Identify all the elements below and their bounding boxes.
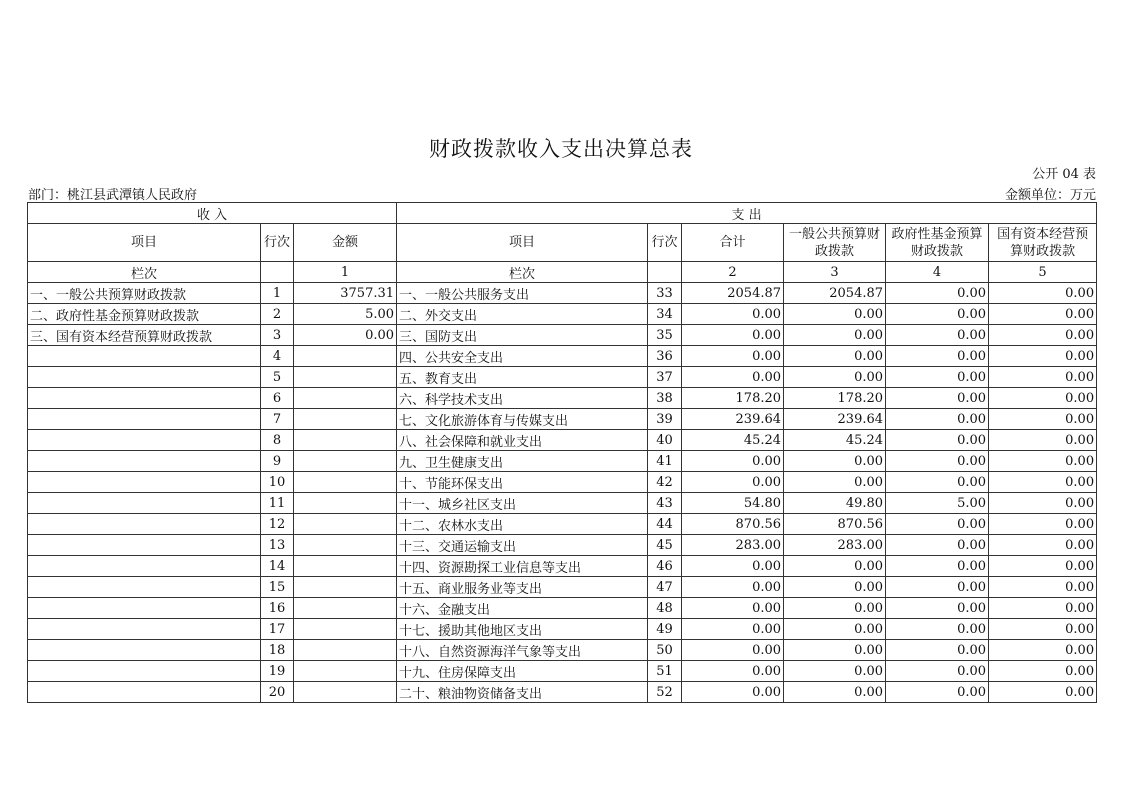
income-amount-cell (294, 451, 397, 472)
state-capital-cell: 0.00 (989, 598, 1097, 619)
table-row (28, 346, 1097, 367)
income-item-cell (28, 472, 261, 493)
income-amount-cell (294, 598, 397, 619)
income-row-no-cell: 11 (261, 493, 294, 514)
expense-item-header: 项目 (397, 224, 648, 262)
col-number-2: 2 (682, 262, 784, 283)
income-item-cell: 三、国有资本经营预算财政拨款 (28, 325, 261, 346)
income-row-no-cell: 16 (261, 598, 294, 619)
total-cell: 0.00 (682, 682, 784, 703)
expense-item-cell: 四、公共安全支出 (397, 346, 648, 367)
appropriation-summary-table (27, 202, 1097, 703)
table-row (28, 514, 1097, 535)
table-row (28, 661, 1097, 682)
income-item-cell (28, 598, 261, 619)
expense-row-no-cell: 46 (648, 556, 682, 577)
state-capital-cell: 0.00 (989, 367, 1097, 388)
fund-budget-cell: 0.00 (886, 535, 989, 556)
total-cell: 0.00 (682, 640, 784, 661)
income-amount-cell: 0.00 (294, 325, 397, 346)
state-capital-cell: 0.00 (989, 661, 1097, 682)
income-row-no-cell: 9 (261, 451, 294, 472)
income-row-no-cell: 14 (261, 556, 294, 577)
income-item-cell (28, 346, 261, 367)
department-label: 部门：桃江县武潭镇人民政府 (28, 188, 198, 203)
income-amount-cell (294, 661, 397, 682)
income-amount-cell: 5.00 (294, 304, 397, 325)
total-cell: 178.20 (682, 388, 784, 409)
amount-unit-label: 金额单位：万元 (1004, 188, 1096, 203)
state-capital-cell: 0.00 (989, 346, 1097, 367)
expense-item-cell: 十一、城乡社区支出 (397, 493, 648, 514)
general-budget-cell: 178.20 (784, 388, 886, 409)
expense-item-cell: 十四、资源勘探工业信息等支出 (397, 556, 648, 577)
income-item-cell (28, 367, 261, 388)
table-row (28, 598, 1097, 619)
income-item-cell (28, 661, 261, 682)
income-item-cell (28, 682, 261, 703)
general-budget-cell: 0.00 (784, 325, 886, 346)
expense-item-cell: 十七、援助其他地区支出 (397, 619, 648, 640)
general-budget-cell: 0.00 (784, 451, 886, 472)
expense-row-no-cell: 48 (648, 598, 682, 619)
expense-item-cell: 十三、交通运输支出 (397, 535, 648, 556)
total-cell: 0.00 (682, 619, 784, 640)
expense-item-cell: 十六、金融支出 (397, 598, 648, 619)
expense-row-no-cell: 52 (648, 682, 682, 703)
general-budget-cell: 0.00 (784, 472, 886, 493)
fund-budget-cell: 0.00 (886, 640, 989, 661)
table-row (28, 640, 1097, 661)
income-amount-cell (294, 388, 397, 409)
table-row (28, 367, 1097, 388)
col-number-5: 5 (989, 262, 1097, 283)
state-capital-cell: 0.00 (989, 304, 1097, 325)
fund-budget-cell: 0.00 (886, 472, 989, 493)
expense-item-cell: 十八、自然资源海洋气象等支出 (397, 640, 648, 661)
expense-row-no-cell: 37 (648, 367, 682, 388)
general-budget-cell: 49.80 (784, 493, 886, 514)
total-cell: 0.00 (682, 451, 784, 472)
general-budget-cell: 239.64 (784, 409, 886, 430)
income-amount-header: 金额 (294, 224, 397, 262)
fund-budget-cell: 0.00 (886, 619, 989, 640)
expense-row-no-cell: 49 (648, 619, 682, 640)
fund-budget-cell: 0.00 (886, 556, 989, 577)
table-row (28, 451, 1097, 472)
table-row (28, 619, 1097, 640)
income-amount-cell (294, 472, 397, 493)
expense-row-no-cell: 41 (648, 451, 682, 472)
income-amount-cell (294, 535, 397, 556)
fund-budget-cell: 0.00 (886, 598, 989, 619)
income-row-no-cell: 13 (261, 535, 294, 556)
fund-budget-cell: 0.00 (886, 283, 989, 304)
general-budget-cell: 0.00 (784, 640, 886, 661)
state-capital-cell: 0.00 (989, 493, 1097, 514)
income-amount-cell (294, 493, 397, 514)
expense-item-cell: 十五、商业服务业等支出 (397, 577, 648, 598)
income-row-no-cell: 17 (261, 619, 294, 640)
income-row-no-cell: 19 (261, 661, 294, 682)
fund-budget-cell: 5.00 (886, 493, 989, 514)
state-capital-cell: 0.00 (989, 556, 1097, 577)
col-number-4: 4 (886, 262, 989, 283)
total-header: 合计 (682, 224, 784, 262)
empty-cell (648, 262, 682, 283)
fund-budget-cell: 0.00 (886, 682, 989, 703)
table-row (28, 535, 1097, 556)
income-item-cell (28, 493, 261, 514)
expense-row-no-cell: 39 (648, 409, 682, 430)
table-row (28, 283, 1097, 304)
income-row-no-cell: 3 (261, 325, 294, 346)
income-row-no-header: 行次 (261, 224, 294, 262)
expense-item-cell: 六、科学技术支出 (397, 388, 648, 409)
income-amount-cell (294, 346, 397, 367)
income-item-cell (28, 409, 261, 430)
income-item-cell (28, 514, 261, 535)
expense-item-cell: 二十、粮油物资储备支出 (397, 682, 648, 703)
general-budget-cell: 0.00 (784, 556, 886, 577)
expense-row-no-cell: 51 (648, 661, 682, 682)
income-amount-cell (294, 619, 397, 640)
income-amount-cell (294, 577, 397, 598)
state-capital-cell: 0.00 (989, 451, 1097, 472)
income-item-cell (28, 535, 261, 556)
state-capital-header: 国有资本经营预算财政拨款 (989, 224, 1097, 262)
income-item-cell: 一、一般公共预算财政拨款 (28, 283, 261, 304)
general-budget-cell: 0.00 (784, 619, 886, 640)
expense-item-cell: 三、国防支出 (397, 325, 648, 346)
table-row (28, 409, 1097, 430)
total-cell: 0.00 (682, 577, 784, 598)
total-cell: 0.00 (682, 661, 784, 682)
income-amount-cell (294, 682, 397, 703)
income-item-cell (28, 640, 261, 661)
expense-item-cell: 七、文化旅游体育与传媒支出 (397, 409, 648, 430)
header-row-column-numbers (28, 262, 1097, 283)
table-row (28, 493, 1097, 514)
expense-row-no-cell: 36 (648, 346, 682, 367)
income-row-no-cell: 4 (261, 346, 294, 367)
fund-budget-cell: 0.00 (886, 451, 989, 472)
income-amount-cell (294, 640, 397, 661)
expense-row-no-cell: 35 (648, 325, 682, 346)
general-budget-cell: 0.00 (784, 577, 886, 598)
fund-budget-cell: 0.00 (886, 514, 989, 535)
expense-row-no-cell: 42 (648, 472, 682, 493)
income-row-no-cell: 12 (261, 514, 294, 535)
income-item-cell (28, 388, 261, 409)
table-row (28, 388, 1097, 409)
general-budget-cell: 0.00 (784, 367, 886, 388)
total-cell: 0.00 (682, 346, 784, 367)
income-row-no-cell: 15 (261, 577, 294, 598)
expense-item-cell: 五、教育支出 (397, 367, 648, 388)
general-budget-cell: 0.00 (784, 304, 886, 325)
expense-section-header: 支 出 (397, 203, 1097, 224)
total-cell: 0.00 (682, 304, 784, 325)
expense-item-cell: 十九、住房保障支出 (397, 661, 648, 682)
expense-row-no-cell: 34 (648, 304, 682, 325)
income-item-cell (28, 451, 261, 472)
state-capital-cell: 0.00 (989, 472, 1097, 493)
table-row (28, 325, 1097, 346)
fund-budget-cell: 0.00 (886, 325, 989, 346)
fund-budget-header: 政府性基金预算财政拨款 (886, 224, 989, 262)
total-cell: 0.00 (682, 367, 784, 388)
state-capital-cell: 0.00 (989, 409, 1097, 430)
general-budget-cell: 0.00 (784, 682, 886, 703)
income-row-no-cell: 8 (261, 430, 294, 451)
fund-budget-cell: 0.00 (886, 577, 989, 598)
total-cell: 0.00 (682, 556, 784, 577)
general-budget-cell: 0.00 (784, 661, 886, 682)
general-budget-cell: 283.00 (784, 535, 886, 556)
expense-item-cell: 二、外交支出 (397, 304, 648, 325)
state-capital-cell: 0.00 (989, 388, 1097, 409)
expense-row-no-cell: 50 (648, 640, 682, 661)
income-item-cell (28, 430, 261, 451)
state-capital-cell: 0.00 (989, 514, 1097, 535)
total-cell: 239.64 (682, 409, 784, 430)
expense-row-no-cell: 45 (648, 535, 682, 556)
fund-budget-cell: 0.00 (886, 304, 989, 325)
col-number-1: 1 (294, 262, 397, 283)
expense-row-no-cell: 43 (648, 493, 682, 514)
general-budget-header: 一般公共预算财政拨款 (784, 224, 886, 262)
income-col-label: 栏次 (28, 262, 261, 283)
income-row-no-cell: 18 (261, 640, 294, 661)
expense-item-cell: 九、卫生健康支出 (397, 451, 648, 472)
table-row (28, 430, 1097, 451)
income-amount-cell (294, 367, 397, 388)
state-capital-cell: 0.00 (989, 283, 1097, 304)
expense-row-no-cell: 47 (648, 577, 682, 598)
general-budget-cell: 45.24 (784, 430, 886, 451)
table-row (28, 472, 1097, 493)
state-capital-cell: 0.00 (989, 640, 1097, 661)
income-amount-cell (294, 430, 397, 451)
general-budget-cell: 0.00 (784, 598, 886, 619)
income-item-cell (28, 619, 261, 640)
income-amount-cell (294, 514, 397, 535)
fund-budget-cell: 0.00 (886, 367, 989, 388)
general-budget-cell: 870.56 (784, 514, 886, 535)
state-capital-cell: 0.00 (989, 619, 1097, 640)
expense-row-no-cell: 44 (648, 514, 682, 535)
total-cell: 0.00 (682, 598, 784, 619)
total-cell: 2054.87 (682, 283, 784, 304)
fund-budget-cell: 0.00 (886, 346, 989, 367)
fund-budget-cell: 0.00 (886, 409, 989, 430)
income-item-cell (28, 577, 261, 598)
general-budget-cell: 2054.87 (784, 283, 886, 304)
income-item-cell: 二、政府性基金预算财政拨款 (28, 304, 261, 325)
expense-row-no-cell: 40 (648, 430, 682, 451)
state-capital-cell: 0.00 (989, 577, 1097, 598)
income-row-no-cell: 6 (261, 388, 294, 409)
page-title: 财政拨款收入支出决算总表 (429, 137, 693, 161)
total-cell: 283.00 (682, 535, 784, 556)
expense-row-no-cell: 33 (648, 283, 682, 304)
expense-item-cell: 十、节能环保支出 (397, 472, 648, 493)
fund-budget-cell: 0.00 (886, 661, 989, 682)
fund-budget-cell: 0.00 (886, 388, 989, 409)
header-row-columns (28, 224, 1097, 262)
income-section-header: 收 入 (28, 203, 397, 224)
income-row-no-cell: 5 (261, 367, 294, 388)
income-amount-cell (294, 556, 397, 577)
income-item-cell (28, 556, 261, 577)
income-row-no-cell: 10 (261, 472, 294, 493)
total-cell: 54.80 (682, 493, 784, 514)
empty-cell (261, 262, 294, 283)
table-row (28, 577, 1097, 598)
expense-item-cell: 一、一般公共服务支出 (397, 283, 648, 304)
expense-item-cell: 八、社会保障和就业支出 (397, 430, 648, 451)
state-capital-cell: 0.00 (989, 430, 1097, 451)
total-cell: 870.56 (682, 514, 784, 535)
total-cell: 45.24 (682, 430, 784, 451)
income-row-no-cell: 20 (261, 682, 294, 703)
income-item-header: 项目 (28, 224, 261, 262)
income-amount-cell (294, 409, 397, 430)
income-row-no-cell: 7 (261, 409, 294, 430)
form-number: 公开 04 表 (1032, 167, 1096, 182)
total-cell: 0.00 (682, 472, 784, 493)
income-row-no-cell: 2 (261, 304, 294, 325)
income-row-no-cell: 1 (261, 283, 294, 304)
header-row-sections (28, 203, 1097, 224)
table-row (28, 682, 1097, 703)
table-row (28, 556, 1097, 577)
income-amount-cell: 3757.31 (294, 283, 397, 304)
state-capital-cell: 0.00 (989, 325, 1097, 346)
general-budget-cell: 0.00 (784, 346, 886, 367)
expense-row-no-cell: 38 (648, 388, 682, 409)
expense-col-label: 栏次 (397, 262, 648, 283)
state-capital-cell: 0.00 (989, 682, 1097, 703)
table-row (28, 304, 1097, 325)
expense-item-cell: 十二、农林水支出 (397, 514, 648, 535)
fund-budget-cell: 0.00 (886, 430, 989, 451)
col-number-3: 3 (784, 262, 886, 283)
state-capital-cell: 0.00 (989, 535, 1097, 556)
expense-row-no-header: 行次 (648, 224, 682, 262)
total-cell: 0.00 (682, 325, 784, 346)
